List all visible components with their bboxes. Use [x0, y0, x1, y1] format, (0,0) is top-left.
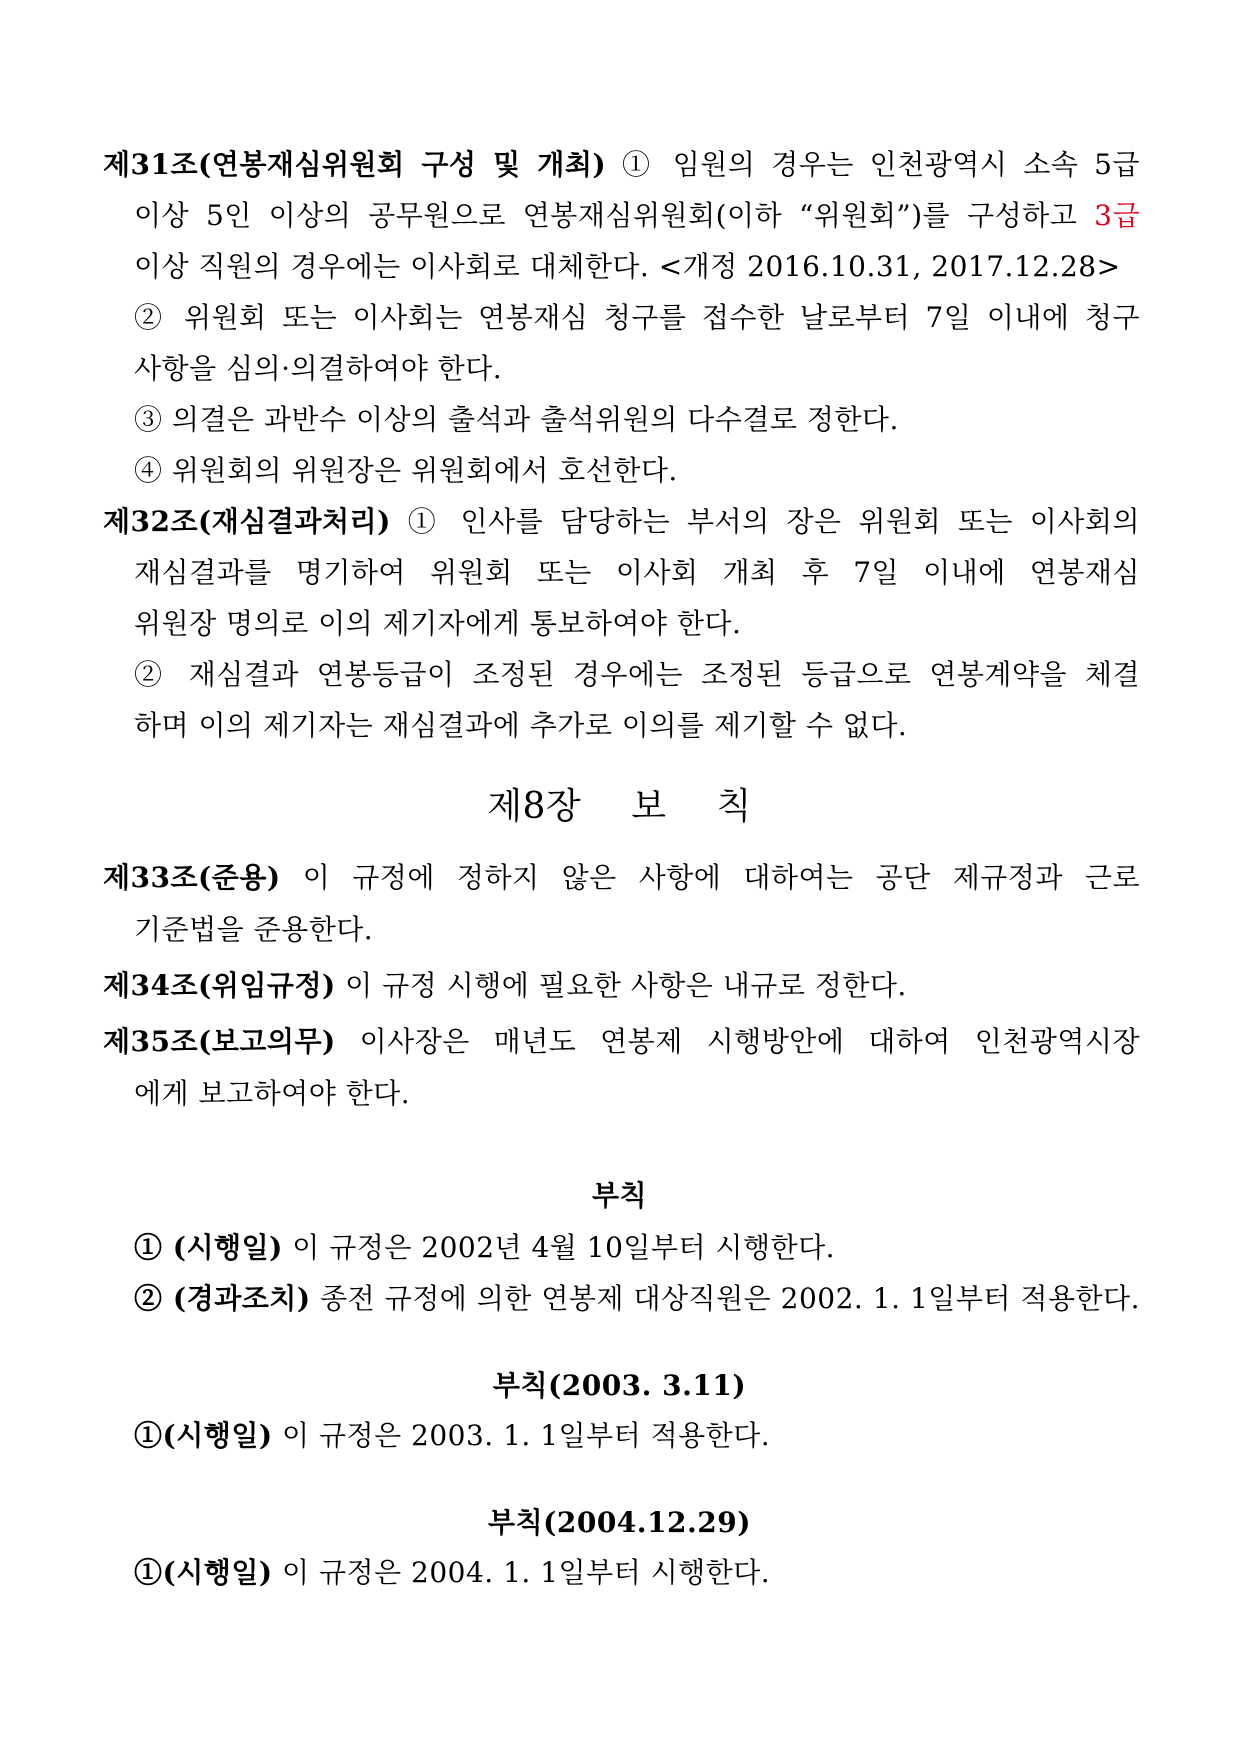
article-31-line-3: [134, 247, 1121, 287]
article-32-para-2-line-2: [134, 706, 907, 746]
article-33-line-2: [134, 910, 373, 950]
article-31-para-4-text: ④ 위원회의 위원장은 위원회에서 호선한다.: [134, 454, 678, 487]
chapter-number: 제8장: [487, 786, 582, 827]
article-32-para-2b: 하며 이의 제기자는 재심결과에 추가로 이의를 제기할 수 없다.: [134, 709, 908, 742]
article-31-para-3-text: ③ 의결은 과반수 이상의 출석과 출석위원의 다수결로 정한다.: [134, 403, 899, 436]
supplementary-3-item-1: [134, 1553, 770, 1593]
article-32-heading: 제32조(재심결과처리): [103, 505, 391, 538]
chapter-title-char-1: 보: [631, 786, 667, 827]
chapter-title-char-2: 칙: [716, 786, 752, 827]
article-31-heading: 제31조(연봉재심위원회 구성 및 개최): [103, 148, 607, 181]
article-32-line-2: [134, 553, 1140, 593]
supplementary-3-item-1-heading: ①(시행일): [134, 1556, 273, 1589]
article-31-line-2: [134, 196, 1140, 236]
article-35-heading: 제35조(보고의무): [103, 1025, 336, 1058]
article-34-heading: 제34조(위임규정): [103, 969, 336, 1002]
article-32-line-3: [134, 604, 741, 644]
supplementary-2-item-1-text: 이 규정은 2003. 1. 1일부터 적용한다.: [282, 1419, 771, 1452]
article-34-text-1: 이 규정 시행에 필요한 사항은 내규로 정한다.: [345, 969, 907, 1002]
article-35-text-1: 이사장은 매년도 연봉제 시행방안에 대하여 인천광역시장: [359, 1025, 1140, 1058]
article-31-para-2b: 사항을 심의·의결하여야 한다.: [134, 352, 503, 385]
supplementary-2-item-1-heading: ①(시행일): [134, 1419, 273, 1452]
article-32-para-2a: ② 재심결과 연봉등급이 조정된 경우에는 조정된 등급으로 연봉계약을 체결: [134, 658, 1140, 691]
article-31-revised-grade: 3급: [1094, 199, 1140, 232]
article-32-line-1: [103, 502, 1140, 542]
supplementary-2-item-1: [134, 1416, 770, 1456]
article-32-text-2: 재심결과를 명기하여 위원회 또는 이사회 개최 후 7일 이내에 연봉재심: [134, 556, 1140, 589]
article-32-text-1: ① 인사를 담당하는 부서의 장은 위원회 또는 이사회의: [407, 505, 1140, 538]
supplementary-1-item-1-heading: ① (시행일): [134, 1231, 283, 1264]
article-35-line-2: [134, 1074, 410, 1114]
article-31-text-3: 이상 직원의 경우에는 이사회로 대체한다. <개정 2016.10.31, 2017.12.28>: [134, 250, 1121, 283]
supplementary-1-item-1-text: 이 규정은 2002년 4월 10일부터 시행한다.: [292, 1231, 836, 1264]
article-32-para-2-line-1: [134, 655, 1140, 695]
article-33-line-1: [103, 858, 1140, 898]
article-33-heading: 제33조(준용): [103, 861, 281, 894]
article-31-para-2-line-1: [134, 298, 1140, 338]
supplementary-1-item-2: [134, 1279, 1140, 1319]
article-31-para-2a: ② 위원회 또는 이사회는 연봉재심 청구를 접수한 날로부터 7일 이내에 청구: [134, 301, 1140, 334]
article-31-line-1: [103, 145, 1140, 185]
supplementary-3-title: 부칙(2004.12.29): [488, 1506, 751, 1539]
article-31-para-4: [134, 451, 678, 491]
supplementary-2-title: 부칙(2003. 3.11): [492, 1369, 747, 1402]
article-33-text-1: 이 규정에 정하지 않은 사항에 대하여는 공단 제규정과 근로: [302, 861, 1141, 894]
supplementary-1-item-2-heading: ② (경과조치): [134, 1282, 311, 1315]
article-33-text-2: 기준법을 준용한다.: [134, 913, 374, 946]
article-34-line-1: [103, 966, 907, 1006]
article-35-text-2: 에게 보고하여야 한다.: [134, 1077, 411, 1110]
chapter-8-heading: [0, 782, 1239, 832]
article-31-text-1: ① 임원의 경우는 인천광역시 소속 5급: [621, 148, 1140, 181]
supplementary-1-item-1: [134, 1228, 835, 1268]
article-31-text-2: 이상 5인 이상의 공무원으로 연봉재심위원회(이하 “위원회”)를 구성하고: [134, 199, 1095, 232]
supplementary-1-item-2-text: 종전 규정에 의한 연봉제 대상직원은 2002. 1. 1일부터 적용한다.: [320, 1282, 1141, 1315]
article-32-text-3: 위원장 명의로 이의 제기자에게 통보하여야 한다.: [134, 607, 742, 640]
supplementary-3-item-1-text: 이 규정은 2004. 1. 1일부터 시행한다.: [282, 1556, 771, 1589]
article-31-para-2-line-2: [134, 349, 502, 389]
supplementary-1-title: 부칙: [591, 1179, 648, 1212]
article-31-para-3: [134, 400, 899, 440]
article-35-line-1: [103, 1022, 1140, 1062]
